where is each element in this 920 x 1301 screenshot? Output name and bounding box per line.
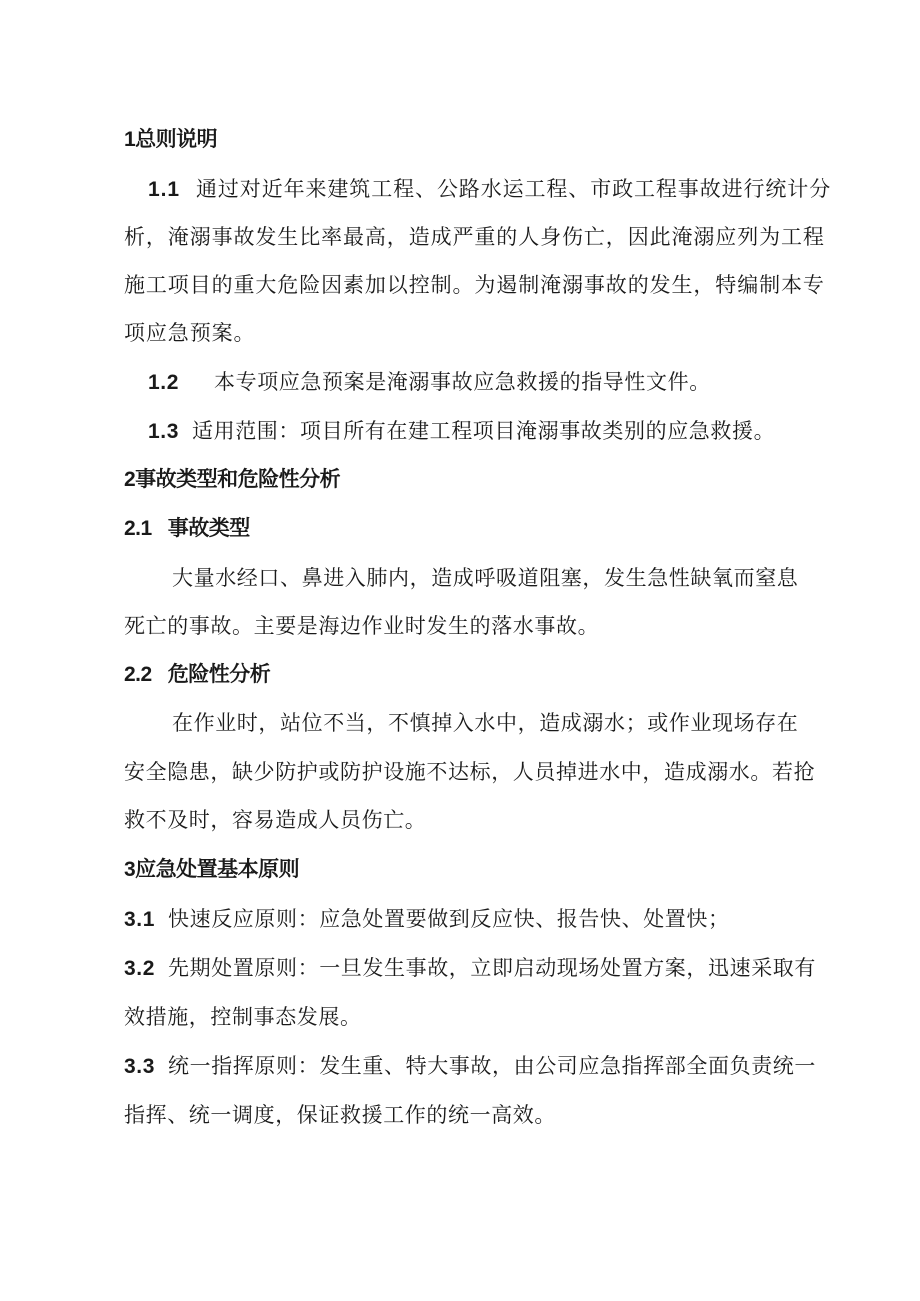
para-1-1-number: 1.1: [148, 178, 180, 201]
para-3-3-number: 3.3: [124, 1055, 155, 1078]
para-3-3-line-1: [124, 1051, 816, 1082]
para-2-2-line-2: 安全隐患，缺少防护或防护设施不达标，人员掉进水中，造成溺水。若抢: [124, 760, 816, 784]
para-3-2-line-1: [124, 953, 816, 984]
subsection-2-1-title: 事故类型: [167, 517, 250, 540]
para-1-2-text: 本专项应急预案是淹溺事故应急救援的指导性文件。: [214, 370, 711, 394]
para-2-2-line-1: 在作业时，站位不当，不慎掉入水中，造成溺水；或作业现场存在: [172, 711, 799, 735]
para-1-1-line-2: 析，淹溺事故发生比率最高，造成严重的人身伤亡，因此淹溺应列为工程: [124, 225, 825, 249]
para-1-3: [148, 416, 775, 447]
para-1-2-number: 1.2: [148, 371, 179, 394]
para-3-2-text-line-1: 先期处置原则：一旦发生事故，立即启动现场处置方案，迅速采取有: [168, 956, 816, 980]
para-1-3-text: 适用范围：项目所有在建工程项目淹溺事故类别的应急救援。: [192, 419, 776, 443]
para-3-1-text: 快速反应原则：应急处置要做到反应快、报告快、处置快；: [168, 907, 730, 931]
section-2-heading: 2事故类型和危险性分析: [124, 468, 341, 491]
para-1-1-text-line-1: 通过对近年来建筑工程、公路水运工程、市政工程事故进行统计分: [196, 177, 832, 201]
subsection-2-2-title: 危险性分析: [167, 663, 271, 686]
para-1-1-line-4: 项应急预案。: [124, 321, 256, 345]
para-1-2: [148, 367, 711, 398]
para-2-2-line-3: 救不及时，容易造成人员伤亡。: [124, 808, 427, 832]
section-3-heading: 3应急处置基本原则: [124, 858, 300, 881]
para-1-3-number: 1.3: [148, 420, 179, 443]
para-1-1-line-3: 施工项目的重大危险因素加以控制。为遏制淹溺事故的发生，特编制本专: [124, 273, 825, 297]
subsection-2-2-number: 2.2: [124, 663, 152, 686]
para-3-2-line-2: 效措施，控制事态发展。: [124, 1005, 362, 1029]
subsection-2-2-heading: [124, 660, 270, 690]
section-1-heading: 1总则说明: [124, 128, 218, 151]
subsection-2-1-number: 2.1: [124, 517, 152, 540]
para-3-1-number: 3.1: [124, 908, 155, 931]
para-1-1-line-1: [148, 174, 831, 205]
para-2-1-line-2: 死亡的事故。主要是海边作业时发生的落水事故。: [124, 614, 600, 638]
para-3-1: [124, 904, 730, 935]
para-3-2-number: 3.2: [124, 957, 155, 980]
para-3-3-line-2: 指挥、统一调度，保证救援工作的统一高效。: [124, 1103, 556, 1127]
subsection-2-1-heading: [124, 514, 250, 544]
para-3-3-text-line-1: 统一指挥原则：发生重、特大事故，由公司应急指挥部全面负责统一: [168, 1054, 816, 1078]
para-2-1-line-1: 大量水经口、鼻进入肺内，造成呼吸道阻塞，发生急性缺氧而窒息: [172, 566, 799, 590]
